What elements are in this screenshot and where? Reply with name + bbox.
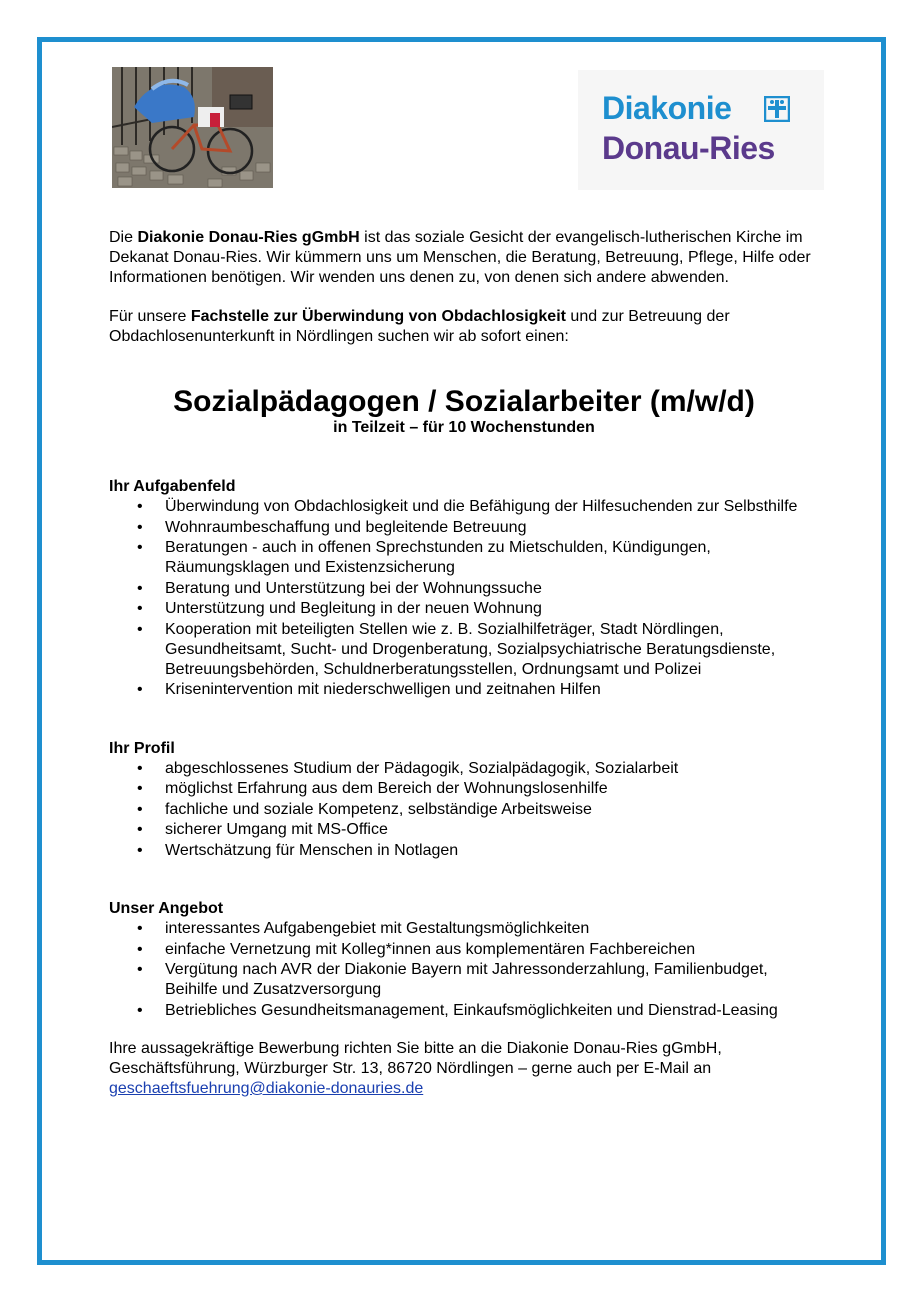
list-item: • Krisenintervention mit niederschwelligen und zeitnahen Hilfen: [165, 680, 819, 700]
list-item: • abgeschlossenes Studium der Pädagogik, Sozialpädagogik, Sozialarbeit: [165, 759, 819, 779]
tasks-heading: Ihr Aufgabenfeld: [109, 478, 236, 495]
search-paragraph: Für unsere Fachstelle zur Überwindung von Obdachlosigkeit und zur Betreuung der Obdachlosenunterkunft in Nördlingen suchen wir ab sofort einen:: [109, 308, 730, 345]
list-item: • Überwindung von Obdachlosigkeit und die Befähigung der Hilfesuchenden zur Selbsthilfe: [165, 497, 819, 517]
profile-list: [109, 759, 819, 861]
job-posting-body: [109, 228, 819, 1099]
crown-cross-icon: [764, 96, 790, 122]
list-item: • Wohnraumbeschaffung und begleitende Betreuung: [165, 518, 819, 538]
email-link[interactable]: geschaeftsfuehrung@diakonie-donauries.de: [109, 1080, 424, 1097]
list-item: • Kooperation mit beteiligten Stellen wie z. B. Sozialhilfeträger, Stadt Nördlingen, Gesundheitsamt, Sucht- und Drogenberatung, Sozialpsychiatrische Beratungsdienste, Betreuungsbehörden, Schuldnerberatungsstellen, Ordnungsamt und Polizei: [165, 620, 819, 680]
tasks-list: [109, 497, 819, 700]
list-item: • fachliche und soziale Kompetenz, selbständige Arbeitsweise: [165, 800, 819, 820]
logo-text-diakonie: Diakonie: [602, 90, 732, 126]
header-photo: [112, 67, 273, 188]
offer-list: [109, 919, 819, 1021]
logo-text-donau-ries: Donau-Ries: [602, 130, 775, 166]
list-item: • Betriebliches Gesundheitsmanagement, Einkaufsmöglichkeiten und Dienstrad-Leasing: [165, 1001, 819, 1021]
bicycle-photo-illustration: [112, 67, 273, 188]
list-item: • sicherer Umgang mit MS-Office: [165, 820, 819, 840]
diakonie-logo: [578, 70, 824, 190]
list-item: • einfache Vernetzung mit Kolleg*innen aus komplementären Fachbereichen: [165, 940, 819, 960]
list-item: • Beratungen - auch in offenen Sprechstunden zu Mietschulden, Kündigungen, Räumungsklagen und Existenzsicherung: [165, 538, 819, 578]
list-item: • interessantes Aufgabengebiet mit Gestaltungsmöglichkeiten: [165, 919, 819, 939]
closing-paragraph: Ihre aussagekräftige Bewerbung richten Sie bitte an die Diakonie Donau-Ries gGmbH, Geschäftsführung, Würzburger Str. 13, 86720 Nördlingen – gerne auch per E-Mail an geschaeftsfuehrung@diakonie-donauries.de: [109, 1040, 722, 1097]
list-item: • Wertschätzung für Menschen in Notlagen: [165, 841, 819, 861]
list-item: • möglichst Erfahrung aus dem Bereich der Wohnungslosenhilfe: [165, 779, 819, 799]
list-item: • Beratung und Unterstützung bei der Wohnungssuche: [165, 579, 819, 599]
department-name: Fachstelle zur Überwindung von Obdachlosigkeit: [190, 308, 566, 325]
profile-heading: Ihr Profil: [109, 739, 175, 757]
job-title: Sozialpädagogen / Sozialarbeiter (m/w/d): [173, 385, 755, 418]
org-name: Diakonie Donau-Ries gGmbH: [137, 229, 360, 246]
list-item: • Vergütung nach AVR der Diakonie Bayern mit Jahressonderzahlung, Familienbudget, Beihilfe und Zusatzversorgung: [165, 960, 819, 1000]
job-subtitle: in Teilzeit – für 10 Wochenstunden: [333, 419, 595, 436]
offer-heading: Unser Angebot: [109, 900, 224, 917]
list-item: • Unterstützung und Begleitung in der neuen Wohnung: [165, 599, 819, 619]
intro-paragraph: Die Diakonie Donau-Ries gGmbH ist das soziale Gesicht der evangelisch-lutherischen Kirche im Dekanat Donau-Ries. Wir kümmern uns um Menschen, die Beratung, Betreuung, Pflege, Hilfe oder Informationen benötigen. Wir wenden uns denen zu, von denen sich andere abwenden.: [109, 229, 811, 286]
